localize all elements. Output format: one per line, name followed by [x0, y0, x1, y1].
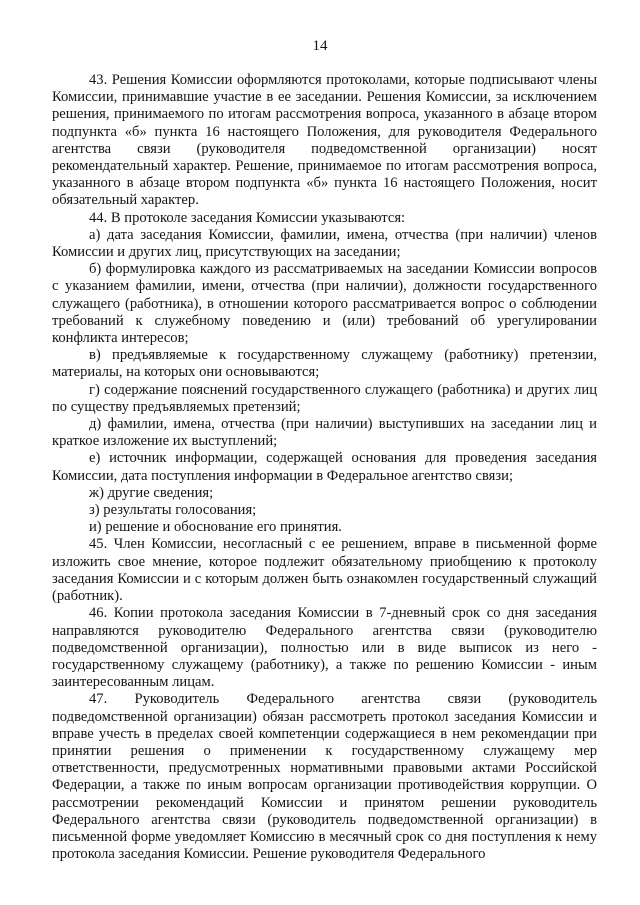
paragraph-43: 43. Решения Комиссии оформляются протоколами, которые подписывают члены Комиссии, принимавшие участие в ее заседании. Решения Комиссии, за исключением решения, принимаемого по итогам рассмотрения вопроса, указанного в абзаце втором подпункта «б» пункта 16 настоящего Положения, для руководителя Федерального агентства связи (руководителя подведомственной организации) носят рекомендательный характер. Решение, принимаемое по итогам рассмотрения вопроса, указанного в абзаце втором подпункта «б» пункта 16 настоящего Положения, носит обязательный характер.	[52, 72, 597, 209]
paragraph-44: 44. В протоколе заседания Комиссии указываются:	[89, 209, 406, 226]
list-item-a: а) дата заседания Комиссии, фамилии, имена, отчества (при наличии) членов Комиссии и других лиц, присутствующих на заседании;	[52, 226, 597, 261]
list-item-b: б) формулировка каждого из рассматриваемых на заседании Комиссии вопросов с указанием фамилии, имени, отчества (при наличии), должности государственного служащего (работника), в отношении которого рассматривается вопрос о соблюдении требований к служебному поведению и (или) требований об урегулировании конфликта интересов;	[52, 261, 597, 347]
paragraph-46: 46. Копии протокола заседания Комиссии в 7-дневный срок со дня заседания направляются руководителю Федерального агентства связи (руководителю подведомственной организации), полностью или в виде выписок из него - государственному служащему (работнику), а также по решению Комиссии - иным заинтересованным лицам.	[52, 605, 597, 691]
list-item-zh: ж) другие сведения;	[89, 484, 214, 501]
list-item-d: д) фамилии, имена, отчества (при наличии) выступивших на заседании лиц и краткое изложение их выступлений;	[52, 416, 597, 450]
list-item-i: и) решение и обоснование его принятия.	[89, 519, 342, 536]
paragraph-45: 45. Член Комиссии, несогласный с ее решением, вправе в письменной форме изложить свое мнение, которое подлежит обязательному приобщению к протоколу заседания Комиссии и с которым должен быть ознакомлен государственный служащий (работник).	[52, 536, 597, 605]
list-item-g: г) содержание пояснений государственного служащего (работника) и других лиц по существу предъявляемых претензий;	[52, 381, 597, 415]
list-item-e: е) источник информации, содержащей основания для проведения заседания Комиссии, дата поступления информации в Федеральное агентство связи;	[52, 450, 597, 484]
document-body	[52, 72, 597, 863]
page-number: 14	[312, 38, 328, 54]
list-item-v: в) предъявляемые к государственному служащему (работнику) претензии, материалы, на которых они основываются;	[52, 347, 597, 381]
paragraph-47: 47. Руководитель Федерального агентства связи (руководитель подведомственной организации) обязан рассмотреть протокол заседания Комиссии и вправе учесть в пределах своей компетенции содержащиеся в нем рекомендации при принятии решения о применении к государственному служащему мер ответственности, предусмотренных нормативными правовыми актами Российской Федерации, а также по иным вопросам организации противодействия коррупции. О рассмотрении рекомендаций Комиссии и принятом решении руководитель Федерального агентства связи (руководитель подведомственной организации) в письменной форме уведомляет Комиссию в месячный срок со дня поступления к нему протокола заседания Комиссии. Решение руководителя Федерального	[52, 691, 597, 863]
list-item-z: з) результаты голосования;	[89, 502, 257, 519]
